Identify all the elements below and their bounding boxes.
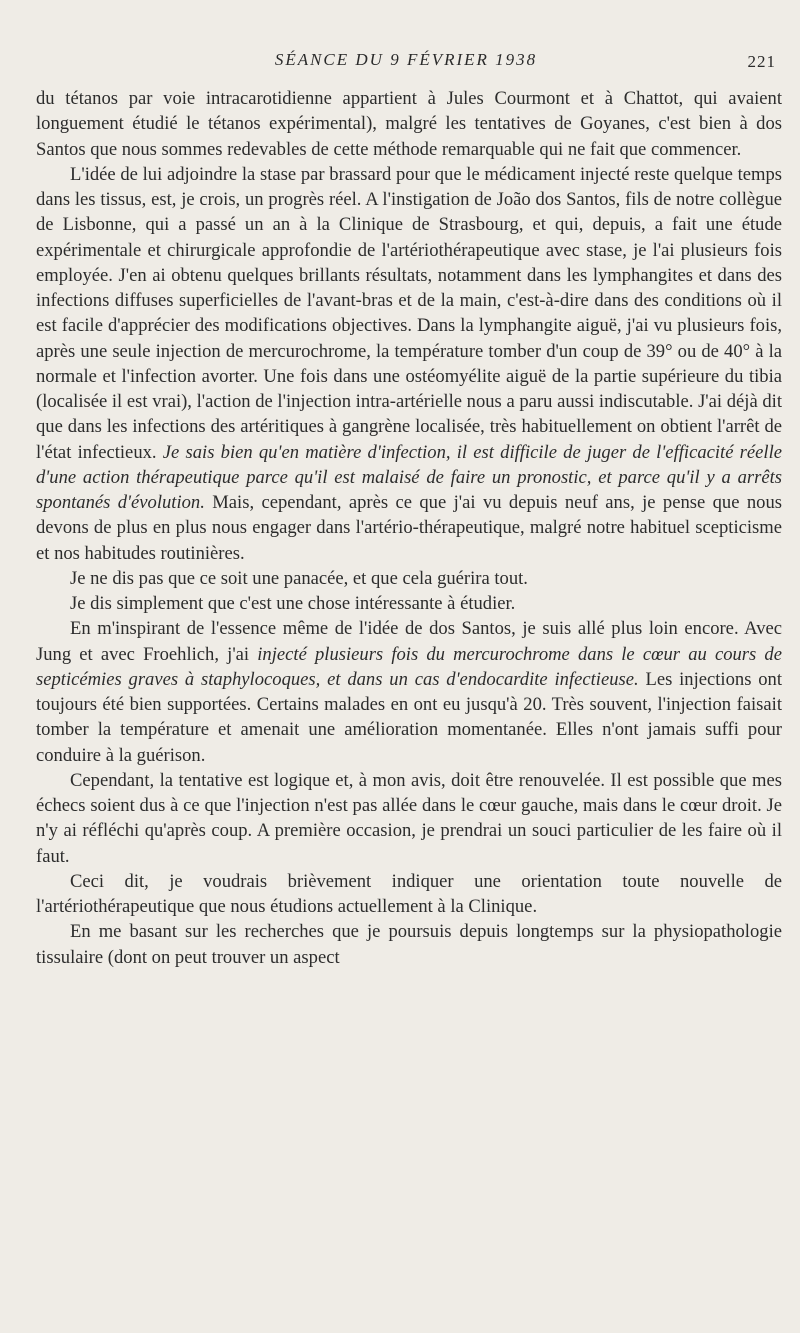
paragraph bbox=[36, 768, 782, 869]
text-run: Je ne dis pas que ce soit une panacée, et que cela guérira tout. bbox=[70, 567, 528, 589]
paragraph bbox=[36, 566, 782, 591]
text-run: En me basant sur les recherches que je poursuis depuis longtemps sur la physiopathologie tissulaire (dont on peut trouver un aspect bbox=[36, 921, 782, 968]
text-run: du tétanos par voie intracarotidienne appartient à Jules Courmont et à Chattot, qui avaient longuement étudié le tétanos expérimental), malgré les tentatives de Goyanes, c'est bien à dos Santos que nous sommes redevables de cette méthode remarquable qui ne fait que commencer. bbox=[36, 88, 782, 160]
paragraph bbox=[36, 162, 782, 566]
paragraph bbox=[36, 919, 782, 970]
text-run: En m'inspirant de l'essence même de l'idée de dos Santos, je suis allé plus loin encore. Avec Jung et avec Froehlich, j'ai bbox=[36, 618, 782, 665]
body-text bbox=[36, 86, 782, 970]
paragraph bbox=[36, 869, 782, 920]
text-run: L'idée de lui adjoindre la stase par brassard pour que le médicament injecté reste quelque temps dans les tissus, est, je crois, un progrès réel. A l'instigation de João dos Santos, fils de notre collègue de Lisbonne, qui a passé un an à la Clinique de Strasbourg, et qui, depuis, a fait une étude expérimentale et chirurgicale approfondie de l'artériothérapeutique avec stase, je l'ai plusieurs fois employée. J'en ai obtenu quelques brillants résultats, notamment dans les lymphangites et dans des infections diffuses superficielles de l'avant-bras et de la main, c'est-à-dire dans des conditions où il est facile d'apprécier des modifications objectives. Dans la lymphangite aiguë, j'ai vu plusieurs fois, après une seule injection de mercurochrome, la température tomber d'un coup de 39° ou de 40° à la normale et l'infection avorter. Une fois dans une ostéomyélite aiguë de la partie supérieure du tibia (localisée il est vrai), l'action de l'injection intra-artérielle nous a paru aussi indiscutable. J'ai déjà dit que dans les infections des artéritiques à gangrène localisée, très habituellement on obtient l'arrêt de l'état infectieux. bbox=[36, 163, 782, 463]
italic-text: Je sais bien qu'en matière d'infection, il est difficile de juger de l'efficacité réelle d'une action thérapeutique parce qu'il est malaisé de faire un pronostic, et parce qu'il y a arrêts spontanés d'évolution. bbox=[36, 441, 782, 513]
paragraph bbox=[36, 591, 782, 616]
paragraph bbox=[36, 616, 782, 768]
page-number: 221 bbox=[747, 52, 776, 71]
text-run: Ceci dit, je voudrais brièvement indiquer une orientation toute nouvelle de l'artériothérapeutique que nous étudions actuellement à la Clinique. bbox=[36, 870, 782, 917]
text-run: Je dis simplement que c'est une chose intéressante à étudier. bbox=[70, 593, 516, 614]
running-head: SÉANCE DU 9 FÉVRIER 1938 bbox=[274, 50, 538, 69]
page-header bbox=[36, 44, 776, 74]
text-run: Les injections ont toujours été bien supportées. Certains malades en ont eu jusqu'à 20. Très souvent, l'injection faisait tomber la température et amenait une amélioration momentanée. Elles n'ont jamais suffi pour conduire à la guérison. bbox=[36, 668, 782, 766]
paragraph bbox=[36, 86, 782, 162]
text-run: Mais, cependant, après ce que j'ai vu depuis neuf ans, je pense que nous devons de plus en plus nous engager dans l'artério-thérapeutique, malgré notre habituel scepticisme et nos habitudes routinières. bbox=[36, 492, 782, 564]
text-run: Cependant, la tentative est logique et, à mon avis, doit être renouvelée. Il est possible que mes échecs soient dus à ce que l'injection n'est pas allée dans le cœur gauche, mais dans le cœur droit. Je n'y ai réfléchi qu'après coup. A première occasion, je prendrai un souci particulier de les faire où il faut. bbox=[36, 769, 782, 867]
italic-text: injecté plusieurs fois du mercurochrome dans le cœur au cours de septicémies graves à staphylocoques, et dans un cas d'endocardite infectieuse. bbox=[36, 643, 782, 690]
